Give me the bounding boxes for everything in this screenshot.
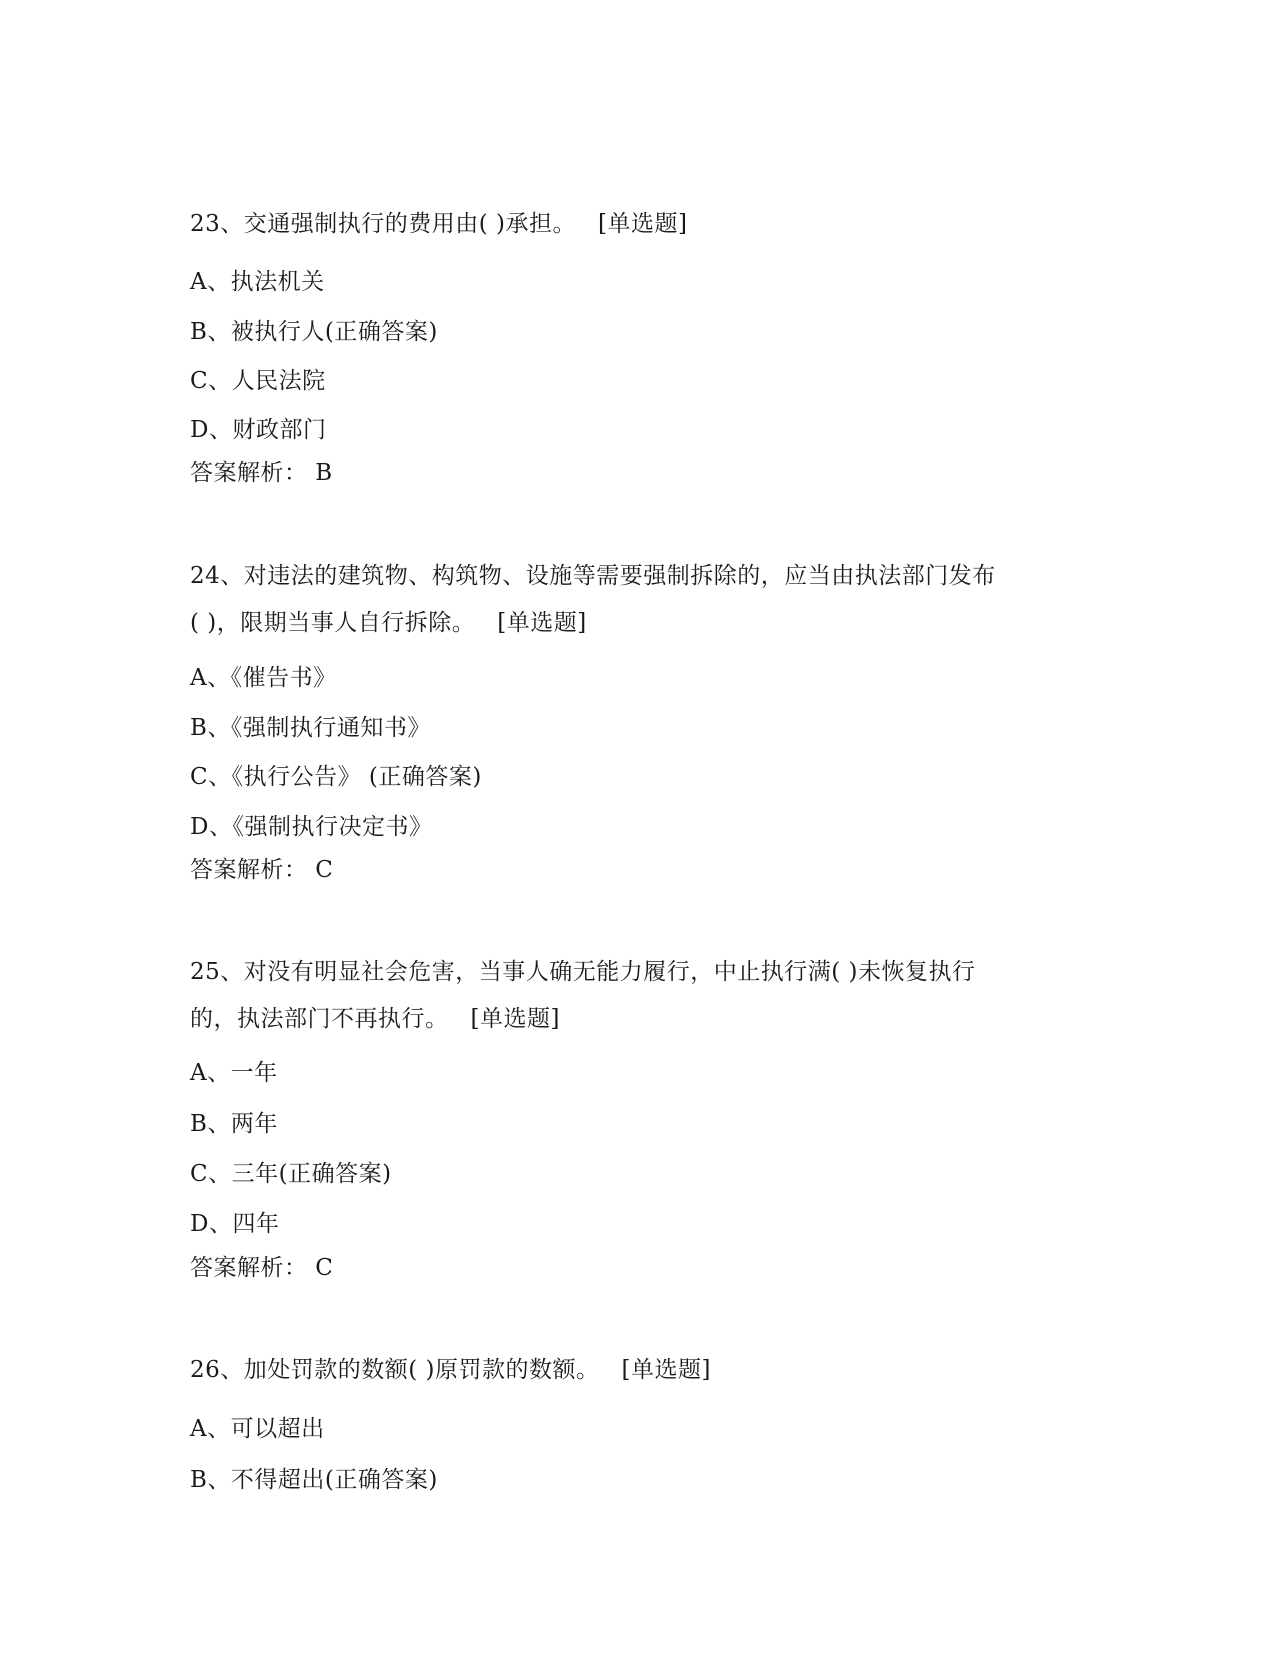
question-24-option-d: D、《强制执行决定书》 [190,814,433,840]
question-24-option-a: A、《催告书》 [190,665,337,691]
question-24-title-line-2: ( )，限期当事人自行拆除。 [单选题] [190,610,587,636]
question-26-option-b: B、不得超出(正确答案) [190,1467,438,1493]
question-type-tag: [单选题] [497,610,587,636]
question-24-option-c: C、《执行公告》 (正确答案) [190,764,482,790]
question-25-title-line-1: 25、对没有明显社会危害，当事人确无能力履行，中止执行满( )未恢复执行 [190,959,976,985]
question-26-option-a: A、可以超出 [190,1416,325,1442]
question-26-title: 26、加处罚款的数额( )原罚款的数额。 [单选题] [190,1357,711,1383]
question-25-option-b: B、两年 [190,1111,278,1137]
question-type-tag: [单选题] [598,211,688,237]
question-25-option-a: A、一年 [190,1060,278,1086]
question-type-tag: [单选题] [470,1006,560,1032]
question-type-tag: [单选题] [621,1357,711,1383]
question-23-option-a: A、执法机关 [190,269,325,295]
question-25-title-line-2: 的，执法部门不再执行。 [单选题] [190,1006,560,1032]
question-24-option-b: B、《强制执行通知书》 [190,715,431,741]
question-25-analysis: 答案解析： C [190,1255,334,1281]
question-23-option-c: C、人民法院 [190,368,326,394]
question-23-option-b: B、被执行人(正确答案) [190,319,438,345]
question-23-title: 23、交通强制执行的费用由( )承担。 [单选题] [190,211,688,237]
question-23-option-d: D、财政部门 [190,417,327,443]
question-24-title-line-1: 24、对违法的建筑物、构筑物、设施等需要强制拆除的，应当由执法部门发布 [190,563,996,589]
question-25-option-c: C、三年(正确答案) [190,1161,392,1187]
question-24-analysis: 答案解析： C [190,857,334,883]
question-25-option-d: D、四年 [190,1211,280,1237]
question-23-analysis: 答案解析： B [190,460,333,486]
